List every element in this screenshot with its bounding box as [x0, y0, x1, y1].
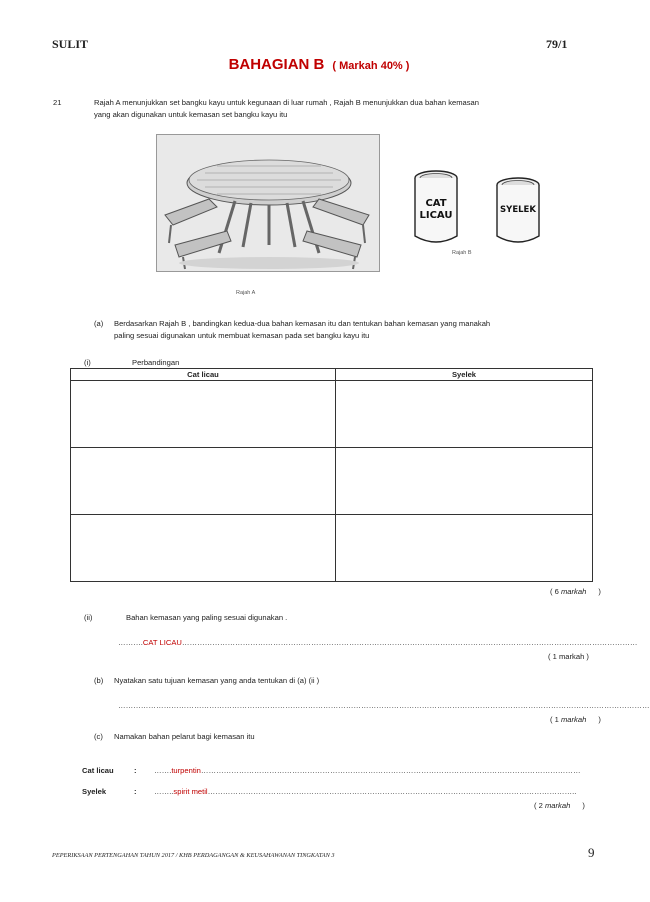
answer-ii-lead: ……….: [118, 638, 143, 647]
answer-cell-cat-licau-3[interactable]: [71, 515, 336, 582]
can1-label-line2: LICAU: [419, 210, 453, 221]
answer-cell-syelek-1[interactable]: [336, 381, 593, 448]
marks-a-i-close: ): [598, 587, 601, 596]
cat-licau-can-image: [410, 168, 462, 248]
section-title-main: BAHAGIAN B: [228, 56, 325, 73]
part-b-label: (b): [94, 676, 104, 685]
table-row: [71, 448, 593, 515]
footer-text: PEPERIKSAAN PERTENGAHAN TAHUN 2017 / KHB PERDAGANGAN & KEUSAHAWANAN TINGKATAN 3: [52, 852, 335, 859]
table-header-cat-licau: Cat licau: [71, 369, 336, 381]
part-a-line-2: paling sesuai digunakan untuk membuat kemasan pada set bangku kayu itu: [114, 331, 370, 340]
marks-a-ii: ( 1 markah ): [548, 652, 589, 661]
caption-rajah-b: Rajah B: [452, 250, 472, 256]
table-header-row: [71, 369, 593, 381]
syelek-answer: spirit metil: [173, 787, 208, 796]
header-right: 79/1: [546, 37, 568, 51]
header-left: SULIT: [52, 37, 89, 51]
table-row: [71, 381, 593, 448]
marks-c-open: ( 2: [534, 801, 545, 810]
page-number: 9: [588, 845, 595, 860]
syelek-answer-line[interactable]: [154, 786, 598, 797]
syelek-lead: ……..: [154, 787, 174, 796]
cat-licau-label: Cat licau: [82, 766, 114, 775]
question-number: 21: [53, 98, 62, 107]
marks-a-i-word: markah: [560, 587, 587, 596]
section-title-marks: ( Markah 40% ): [332, 60, 410, 72]
picnic-table-image: [157, 135, 379, 271]
marks-c: [534, 800, 585, 811]
question-line-2: yang akan digunakan untuk kemasan set bangku kayu itu: [94, 110, 288, 119]
syelek-can-image: [492, 176, 544, 248]
answer-ii-line[interactable]: [118, 637, 638, 648]
part-a-line-1: Berdasarkan Rajah B , bandingkan kedua-dua bahan kemasan itu dan tentukan bahan kemasan yang manakah: [114, 319, 491, 328]
syelek-dots: ………………………………………………………………………………………………………………………………..: [207, 787, 577, 796]
marks-a-i-open: ( 6: [550, 587, 561, 596]
marks-b-word: markah: [560, 715, 587, 724]
sub-i-text: Perbandingan: [132, 358, 180, 367]
answer-cell-cat-licau-1[interactable]: [71, 381, 336, 448]
caption-rajah-a: Rajah A: [236, 290, 256, 296]
answer-cell-syelek-2[interactable]: [336, 448, 593, 515]
cat-licau-answer-line[interactable]: [154, 765, 598, 776]
sub-ii-text: Bahan kemasan yang paling sesuai digunakan .: [126, 613, 288, 622]
sub-ii-label: (ii): [84, 613, 93, 622]
part-a-label: (a): [94, 319, 104, 328]
marks-c-word: markah: [544, 801, 571, 810]
answer-cell-syelek-3[interactable]: [336, 515, 593, 582]
syelek-label: Syelek: [82, 787, 107, 796]
marks-c-close: ): [582, 801, 585, 810]
question-line-1: Rajah A menunjukkan set bangku kayu untuk kegunaan di luar rumah , Rajah B menunjukkan dua bahan kemasan: [94, 98, 480, 107]
can1-label-line1: CAT: [425, 198, 447, 209]
answer-ii-value: CAT LICAU: [142, 638, 182, 647]
syelek-colon: :: [134, 787, 137, 796]
comparison-table: [70, 368, 593, 582]
figure-rajah-a: [156, 134, 380, 272]
marks-b-close: ): [598, 715, 601, 724]
can2-label: SYELEK: [500, 205, 536, 215]
part-b-text: Nyatakan satu tujuan kemasan yang anda tentukan di (a) (ii ): [114, 676, 320, 685]
part-c-label: (c): [94, 732, 103, 741]
cat-licau-dots: ……………………………………………………………………………………………………………………………………: [200, 766, 581, 775]
marks-b-open: ( 1: [550, 715, 561, 724]
marks-a-i: [550, 586, 601, 597]
section-title: [0, 56, 638, 73]
table-row: [71, 515, 593, 582]
cat-licau-lead: …….: [154, 766, 172, 775]
marks-b: [550, 714, 601, 725]
sub-i-label: (i): [84, 358, 91, 367]
answer-cell-cat-licau-2[interactable]: [71, 448, 336, 515]
part-c-text: Namakan bahan pelarut bagi kemasan itu: [114, 732, 255, 741]
cat-licau-colon: :: [134, 766, 137, 775]
cat-licau-answer: turpentin: [171, 766, 201, 775]
table-header-syelek: Syelek: [336, 369, 593, 381]
answer-ii-dots: ………………………………………………………………………………………………………………………………………………………………: [181, 638, 638, 647]
part-b-answer-line[interactable]: …………………………………………………………………………………………………………………………………………………………………………………………: [118, 701, 650, 710]
